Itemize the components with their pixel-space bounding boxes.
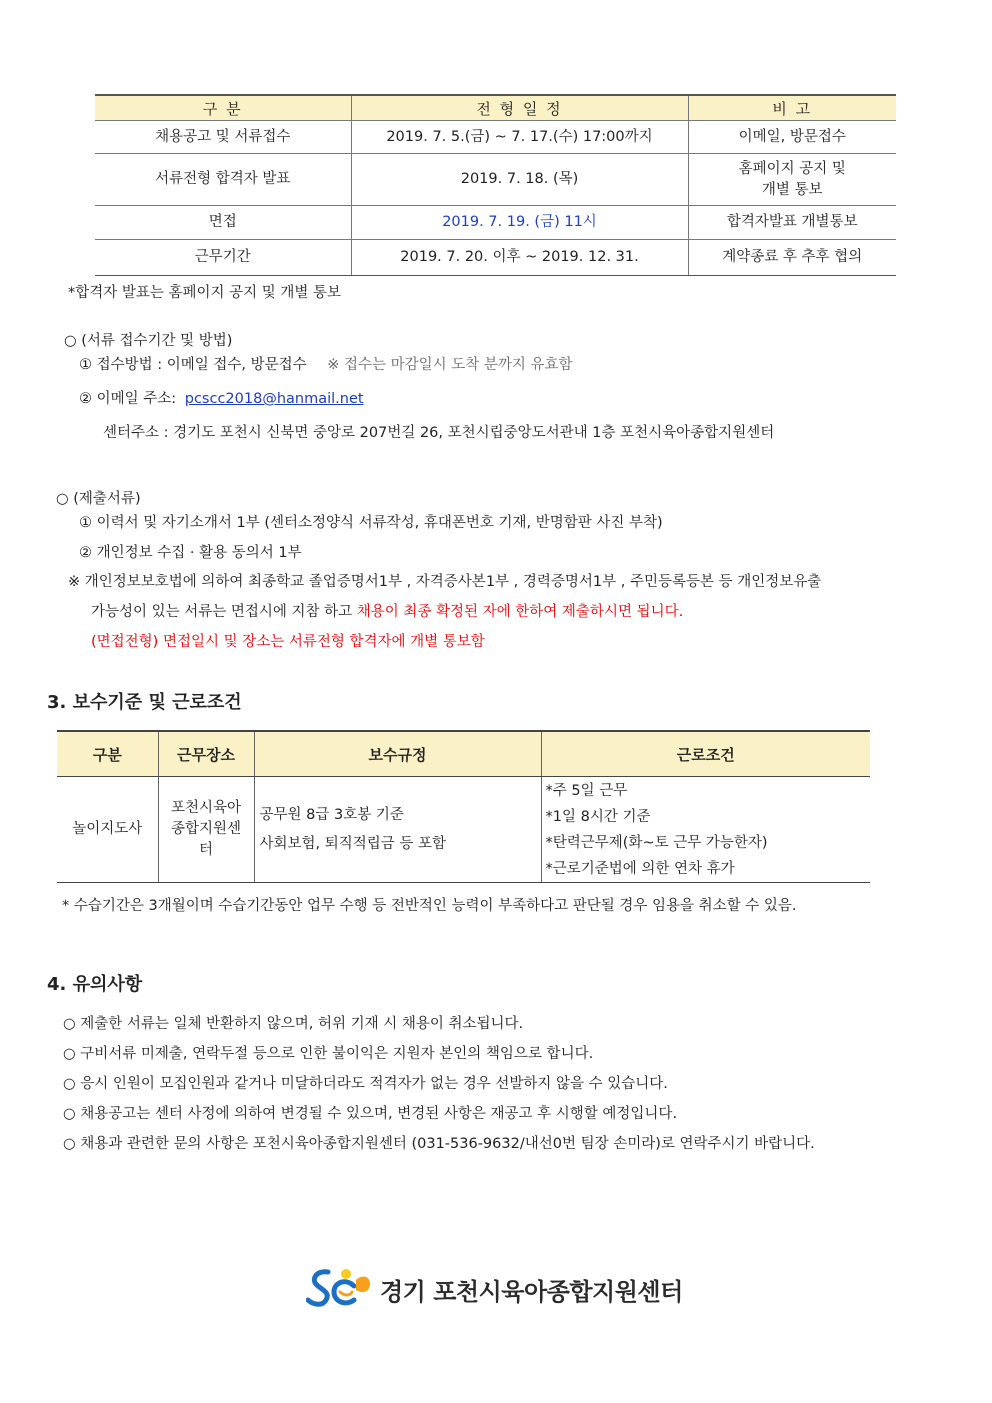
notice-item: ○ 채용공고는 센터 사정에 의하여 변경될 수 있으며, 변경된 사항은 재공고 후 시행할 예정입니다.: [63, 1106, 678, 1122]
condition-line: *근로기준법에 의한 연차 휴가: [545, 860, 735, 877]
pay-header-type: 구분: [57, 731, 158, 777]
schedule-header-note: 비 고: [688, 95, 896, 121]
schedule-header-date: 전 형 일 정: [351, 95, 688, 121]
documents-item: ② 개인정보 수집 · 활용 동의서 1부: [79, 545, 302, 561]
work-place-line: 터: [198, 842, 213, 858]
schedule-note: [688, 154, 896, 206]
schedule-date: 2019. 7. 19. (금) 11시: [351, 206, 688, 240]
salary-rule: [254, 777, 541, 883]
center-address: 센터주소 : 경기도 포천시 신북면 중앙로 207번길 26, 포천시립중앙도서관내 1층 포천시육아종합지원센터: [103, 425, 775, 441]
schedule-footnote: *합격자 발표는 홈페이지 공지 및 개별 통보: [68, 285, 342, 301]
notice-item: ○ 제출한 서류는 일체 반환하지 않으며, 허위 기재 시 채용이 취소됩니다.: [63, 1016, 524, 1032]
schedule-note-line: 홈페이지 공지 및: [738, 160, 846, 177]
sc-logo-icon: [306, 1266, 378, 1310]
documents-note: [91, 602, 683, 622]
pay-header-conditions: 근로조건: [541, 731, 870, 777]
email-link[interactable]: pcscc2018@hanmail.net: [184, 391, 364, 407]
schedule-header-category: 구 분: [95, 95, 351, 121]
schedule-note-line: 개별 통보: [761, 181, 823, 198]
documents-note-highlight: 채용이 최종 확정된 자에 한하여 제출하시면 됩니다.: [356, 604, 684, 620]
schedule-table: [95, 94, 896, 276]
documents-item: ① 이력서 및 자기소개서 1부 (센터소정양식 서류작성, 휴대폰번호 기재, 반명함판 사진 부착): [79, 515, 663, 531]
section4-title: 4. 유의사항: [47, 974, 143, 995]
work-place: [158, 777, 254, 883]
pay-table: [57, 730, 870, 883]
schedule-note: 이메일, 방문접수: [688, 121, 896, 154]
documents-note: ※ 개인정보보호법에 의하여 최종학교 졸업증명서1부 , 자격증사본1부 , 경력증명서1부 , 주민등록등본 등 개인정보유출: [68, 574, 822, 590]
footer-logo: [306, 1266, 706, 1310]
schedule-category: 서류전형 합격자 발표: [95, 154, 351, 206]
notice-item: ○ 채용과 관련한 문의 사항은 포천시육아종합지원센터 (031-536-9632/내선0번 팀장 손미라)로 연락주시기 바랍니다.: [63, 1136, 815, 1152]
application-method-note: ※ 접수는 마감일시 도착 분까지 유효함: [327, 357, 573, 373]
section3-title: 3. 보수기준 및 근로조건: [47, 692, 242, 713]
pay-header-row: [57, 731, 870, 777]
application-email-row: [79, 389, 364, 409]
documents-heading: ○ (제출서류): [56, 491, 141, 507]
application-email-label: ② 이메일 주소:: [79, 391, 177, 407]
notice-item: ○ 응시 인원이 모집인원과 같거나 미달하더라도 적격자가 없는 경우 선발하지 않을 수 있습니다.: [63, 1076, 668, 1092]
schedule-category: 채용공고 및 서류접수: [95, 121, 351, 154]
job-type: 놀이지도사: [57, 777, 158, 883]
footer-org-name: 경기 포천시육아종합지원센터: [380, 1278, 683, 1306]
condition-line: *주 5일 근무: [545, 782, 628, 799]
table-row: [95, 206, 896, 240]
salary-line: 공무원 8급 3호봉 기준: [259, 806, 404, 823]
condition-line: *1일 8시간 기준: [545, 808, 651, 825]
documents-note-text: 가능성이 있는 서류는 면접시에 지참 하고: [91, 604, 357, 620]
schedule-date: 2019. 7. 20. 이후 ~ 2019. 12. 31.: [351, 240, 688, 276]
notice-item: ○ 구비서류 미제출, 연락두절 등으로 인한 불이익은 지원자 본인의 책임으로 합니다.: [63, 1046, 594, 1062]
schedule-note: 합격자발표 개별통보: [688, 206, 896, 240]
table-row: [95, 154, 896, 206]
application-heading: ○ (서류 접수기간 및 방법): [64, 333, 233, 349]
work-place-line: 종합지원센: [170, 821, 242, 837]
pay-header-place: 근무장소: [158, 731, 254, 777]
condition-line: *탄력근무제(화~토 근무 가능한자): [545, 834, 768, 851]
work-place-line: 포천시육아: [170, 800, 242, 816]
table-row: [57, 777, 870, 883]
schedule-header-row: [95, 95, 896, 121]
schedule-category: 근무기간: [95, 240, 351, 276]
interview-note: (면접전형) 면접일시 및 장소는 서류전형 합격자에 개별 통보함: [91, 634, 485, 650]
table-row: [95, 240, 896, 276]
application-method: [79, 355, 573, 375]
pay-header-salary: 보수규정: [254, 731, 541, 777]
schedule-date: 2019. 7. 5.(금) ~ 7. 17.(수) 17:00까지: [351, 121, 688, 154]
work-conditions: [541, 777, 870, 883]
application-method-label: ① 접수방법 : 이메일 접수, 방문접수: [79, 357, 307, 373]
schedule-note: 계약종료 후 추후 협의: [688, 240, 896, 276]
probation-note: * 수습기간은 3개월이며 수습기간동안 업무 수행 등 전반적인 능력이 부족하다고 판단될 경우 임용을 취소할 수 있음.: [62, 898, 797, 914]
schedule-date: 2019. 7. 18. (목): [351, 154, 688, 206]
table-row: [95, 121, 896, 154]
salary-line: 사회보험, 퇴직적립금 등 포함: [259, 835, 447, 852]
schedule-category: 면접: [95, 206, 351, 240]
